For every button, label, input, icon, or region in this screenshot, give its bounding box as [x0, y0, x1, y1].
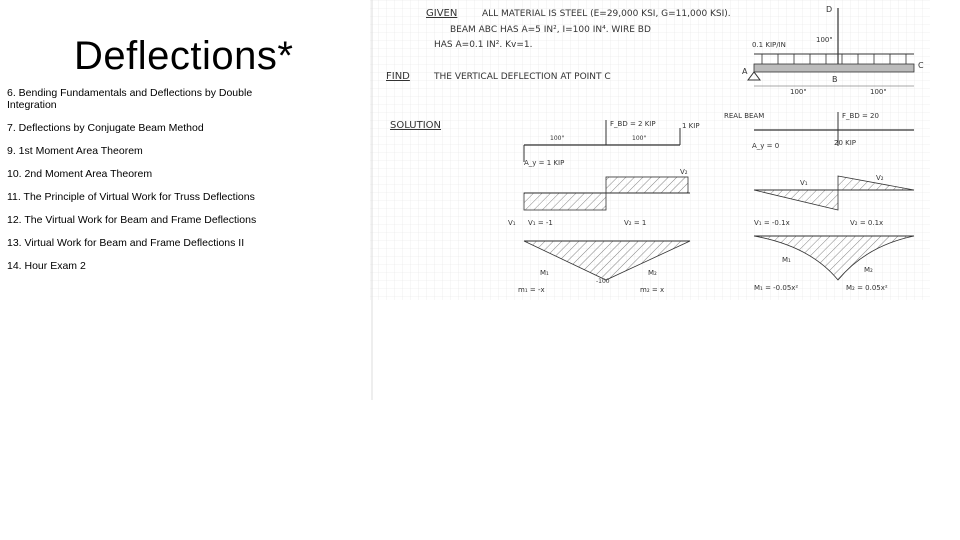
virtual-v2-eq: V₂ = 1 [624, 219, 647, 227]
topic-list [7, 87, 277, 283]
find-label: FIND [386, 71, 410, 82]
virtual-v1-eq: V₁ = -1 [528, 219, 553, 227]
real-beam-label: REAL BEAM [724, 112, 765, 120]
dim-100-left: 100" [790, 88, 807, 96]
given-line-1: ALL MATERIAL IS STEEL (E=29,000 KSI, G=11,000 KSI). [482, 9, 731, 19]
given-line-3: HAS A=0.1 IN². Kv=1. [434, 40, 533, 50]
virtual-fbd-label: F_BD = 2 KIP [610, 120, 656, 128]
real-v1-label: V₁ [800, 179, 808, 187]
real-m2-eq: M₂ = 0.05x² [846, 284, 888, 292]
load-label: 0.1 KIP/IN [752, 41, 786, 49]
topic-item: 9. 1st Moment Area Theorem [7, 145, 143, 157]
virtual-dim-1: 100" [550, 135, 565, 142]
given-label: GIVEN [426, 8, 458, 19]
topic-item: 10. 2nd Moment Area Theorem [7, 168, 153, 180]
real-m2-label: M₂ [864, 266, 873, 274]
real-load-label: 20 KIP [834, 139, 857, 147]
given-line-2: BEAM ABC HAS A=5 IN², I=100 IN⁴. WIRE BD [450, 25, 651, 35]
virtual-m-min: -100 [596, 278, 610, 285]
point-b-label: B [832, 75, 838, 84]
handwritten-notes-image [370, 0, 930, 400]
notes-svg [370, 0, 930, 400]
real-m1-label: M₁ [782, 256, 791, 264]
real-m1-eq: M₁ = -0.05x² [754, 284, 799, 292]
virtual-v1-label: V₁ [508, 219, 516, 227]
topic-item: 12. The Virtual Work for Beam and Frame Deflections [7, 214, 257, 226]
topic-item: 11. The Principle of Virtual Work for Truss Deflections [7, 191, 255, 203]
find-text: THE VERTICAL DEFLECTION AT POINT C [434, 72, 611, 82]
point-c-label: C [918, 61, 924, 70]
virtual-dim-2: 100" [632, 135, 647, 142]
dim-100-vertical: 100" [816, 36, 833, 44]
topic-item: 14. Hour Exam 2 [7, 260, 86, 272]
real-ay-label: A_y = 0 [752, 142, 780, 150]
real-v1-eq: V₁ = -0.1x [754, 219, 790, 227]
virtual-m2-label: M₂ [648, 269, 657, 277]
topic-item: 6. Bending Fundamentals and Deflections by Double Integration [7, 87, 253, 111]
topic-item: 7. Deflections by Conjugate Beam Method [7, 122, 204, 134]
dim-100-right: 100" [870, 88, 887, 96]
virtual-m1-label: M₁ [540, 269, 549, 277]
slide-title: Deflections* [74, 34, 294, 78]
solution-label: SOLUTION [390, 120, 442, 131]
point-a-label: A [742, 67, 748, 76]
virtual-m2-eq: m₂ = x [640, 286, 665, 294]
virtual-ay-label: A_y = 1 KIP [524, 159, 565, 167]
topic-item: 13. Virtual Work for Beam and Frame Deflections II [7, 237, 245, 249]
virtual-m1-eq: m₁ = -x [518, 286, 545, 294]
real-v2-eq: V₂ = 0.1x [850, 219, 884, 227]
real-fbd-label: F_BD = 20 [842, 112, 879, 120]
point-d-label: D [826, 5, 833, 14]
real-v2-label: V₂ [876, 174, 884, 182]
virtual-unit-load: 1 KIP [682, 122, 700, 130]
virtual-v2-label: V₂ [680, 168, 688, 176]
